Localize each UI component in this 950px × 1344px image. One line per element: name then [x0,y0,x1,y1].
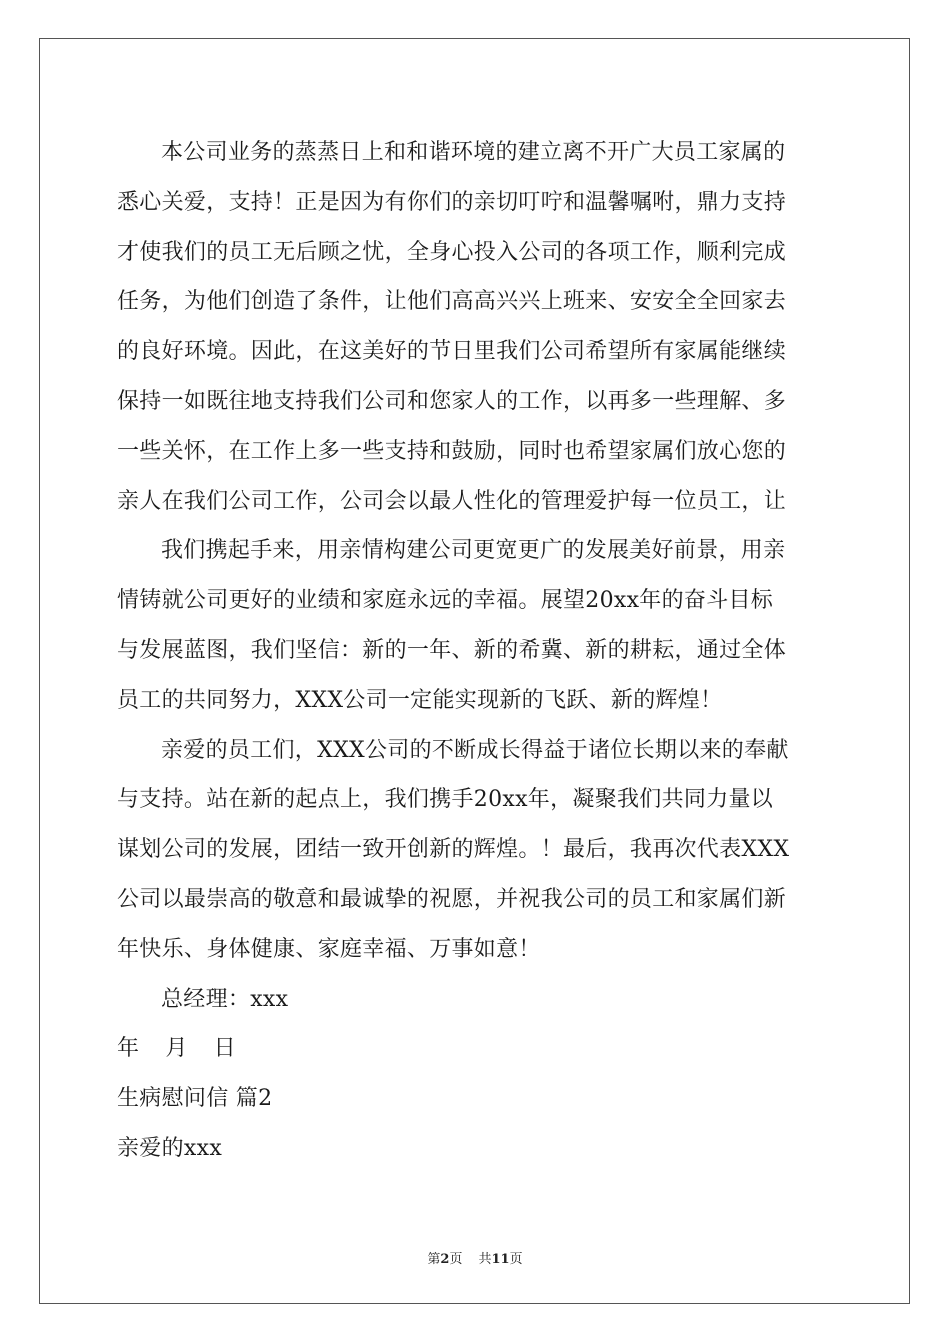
page-suffix: 页 [449,1252,463,1267]
paragraph-line: 的良好环境。因此，在这美好的节日里我们公司希望所有家属能继续 [117,339,787,365]
document-body [117,128,837,1174]
page-footer [0,1248,950,1267]
paragraph-line: 与支持。站在新的起点上，我们携手20xx年，凝聚我们共同力量以 [117,787,774,813]
date-year: 年 [117,1036,140,1062]
greeting-line: 亲爱的xxx [117,1135,223,1161]
current-page-number: 2 [440,1252,450,1267]
paragraph-line: 我们携起手来，用亲情构建公司更宽更广的发展美好前景，用亲 [161,538,786,564]
paragraph-line: 情铸就公司更好的业绩和家庭永远的幸福。展望20xx年的奋斗目标 [117,588,774,614]
total-suffix: 页 [509,1252,523,1267]
date-month: 月 [165,1036,188,1062]
paragraph-line: 本公司业务的蒸蒸日上和和谐环境的建立离不开广大员工家属的 [161,140,786,165]
signature-line: 总经理：xxx [161,986,289,1012]
paragraph-line: 与发展蓝图，我们坚信：新的一年、新的希冀、新的耕耘，通过全体 [117,637,787,663]
date-line [117,1024,837,1074]
total-prefix: 共 [478,1252,492,1267]
paragraph-line: 亲爱的员工们，XXX公司的不断成长得益于诸位长期以来的奉献 [161,737,789,763]
paragraph-line: 一些关怀，在工作上多一些支持和鼓励，同时也希望家属们放心您的 [117,438,787,464]
paragraph-line: 谋划公司的发展，团结一致开创新的辉煌。！最后，我再次代表XXX [117,837,790,863]
page-prefix: 第 [427,1252,441,1267]
paragraph-line: 任务，为他们创造了条件，让他们高高兴兴上班来、安安全全回家去 [117,289,787,315]
paragraph-line: 才使我们的员工无后顾之忧，全身心投入公司的各项工作，顺利完成 [117,239,787,265]
paragraph-line: 悉心关爱，支持！正是因为有你们的亲切叮咛和温馨嘱咐，鼎力支持 [117,189,787,215]
paragraph-line: 亲人在我们公司工作，公司会以最人性化的管理爱护每一位员工，让 [117,488,787,514]
paragraph-line: 员工的共同努力，XXX公司一定能实现新的飞跃、新的辉煌！ [117,687,723,713]
paragraph-line: 公司以最崇高的敬意和最诚挚的祝愿，并祝我公司的员工和家属们新 [117,886,787,912]
section-heading: 生病慰问信 篇2 [117,1086,273,1112]
paragraph-line: 年快乐、身体健康、家庭幸福、万事如意！ [117,936,541,962]
date-day: 日 [213,1036,236,1062]
total-page-number: 11 [491,1252,510,1267]
paragraph-line: 保持一如既往地支持我们公司和您家人的工作，以再多一些理解、多 [117,388,787,414]
